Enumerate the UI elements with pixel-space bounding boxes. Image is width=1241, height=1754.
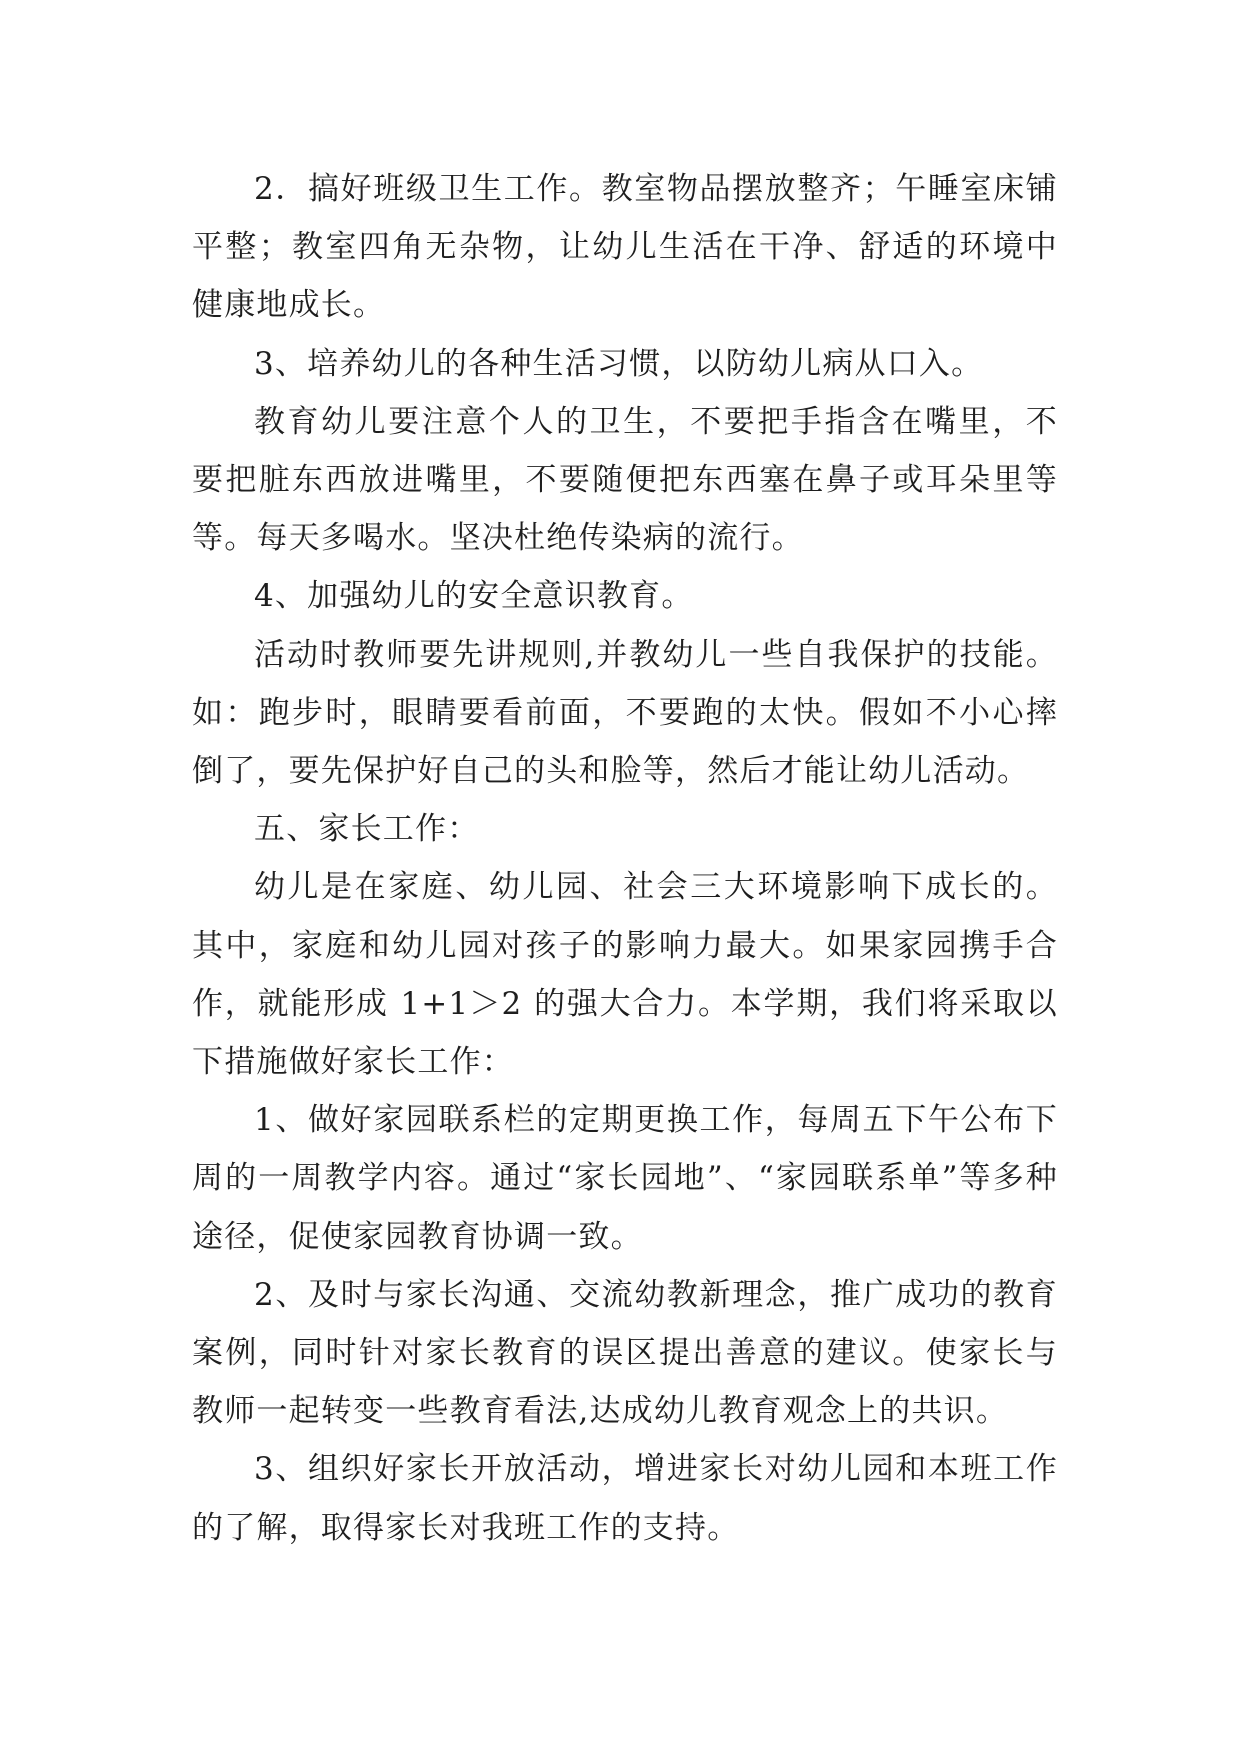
section-heading-parent-work: 五、家长工作： [254,811,480,848]
document-body [192,160,1058,1557]
paragraph-safety-heading: 4、加强幼儿的安全意识教育。 [254,578,694,615]
paragraph-hygiene-class: 2．搞好班级卫生工作。教室物品摆放整齐；午睡室床铺平整；教室四角无杂物，让幼儿生活在干净、舒适的环境中健康地成长。 [192,171,1058,324]
paragraph-parent-intro: 幼儿是在家庭、幼儿园、社会三大环境影响下成长的。其中，家庭和幼儿园对孩子的影响力最大。如果家园携手合作，就能形成 1+1＞2 的强大合力。本学期，我们将采取以下措施做好家长工作： [192,869,1058,1081]
paragraph-safety-rules: 活动时教师要先讲规则,并教幼儿一些自我保护的技能。如：跑步时，眼睛要看前面，不要跑的太快。假如不小心摔倒了，要先保护好自己的头和脸等，然后才能让幼儿活动。 [192,636,1058,790]
paragraph-personal-hygiene: 教育幼儿要注意个人的卫生，不要把手指含在嘴里，不要把脏东西放进嘴里，不要随便把东西塞在鼻子或耳朵里等等。每天多喝水。坚决杜绝传染病的流行。 [192,403,1058,557]
paragraph-habits-heading: 3、培养幼儿的各种生活习惯，以防幼儿病从口入。 [254,345,984,382]
paragraph-parent-item-1: 1、做好家园联系栏的定期更换工作，每周五下午公布下周的一周教学内容。通过“家长园地”、“家园联系单”等多种途径，促使家园教育协调一致。 [192,1102,1058,1255]
paragraph-parent-item-2: 2、及时与家长沟通、交流幼教新理念，推广成功的教育案例，同时针对家长教育的误区提出善意的建议。使家长与教师一起转变一些教育看法,达成幼儿教育观念上的共识。 [192,1276,1058,1430]
paragraph-parent-item-3: 3、组织好家长开放活动，增进家长对幼儿园和本班工作的了解，取得家长对我班工作的支持。 [192,1451,1058,1546]
